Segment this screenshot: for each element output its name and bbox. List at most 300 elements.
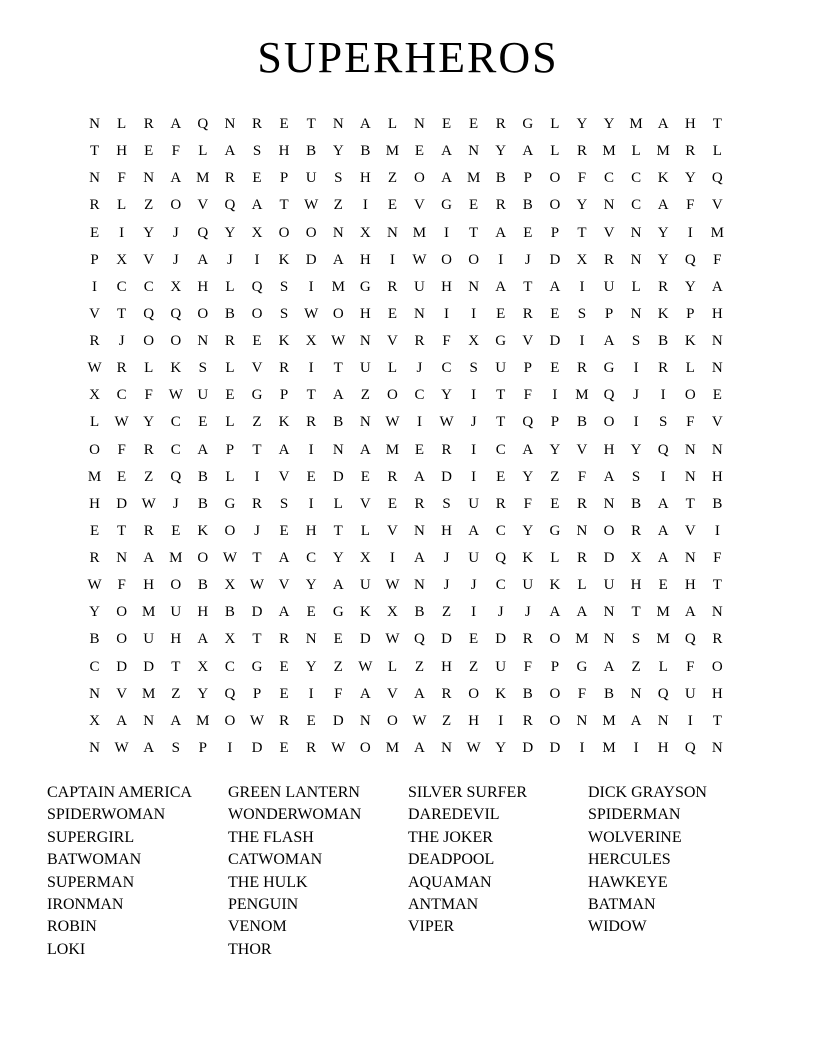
grid-letter: S [252, 143, 262, 160]
grid-letter: R [576, 550, 587, 567]
word-list-item: THE HULK [228, 873, 308, 891]
grid-letter: U [170, 604, 182, 621]
grid-letter: V [576, 441, 588, 458]
grid-letter: Q [170, 305, 182, 322]
grid-letter: Z [144, 197, 154, 214]
grid-letter: P [279, 387, 289, 404]
grid-letter: E [414, 143, 425, 160]
grid-letter: W [87, 577, 102, 594]
grid-letter: N [359, 333, 371, 350]
grid-letter: V [386, 333, 398, 350]
grid-letter: D [332, 468, 344, 485]
grid-letter: W [304, 305, 319, 322]
grid-letter: X [630, 550, 642, 567]
grid-letter: H [711, 685, 723, 702]
grid-letter: E [252, 333, 262, 350]
grid-letter: Z [441, 712, 452, 729]
grid-letter: F [686, 197, 695, 214]
grid-letter: D [441, 468, 452, 485]
grid-letter: B [197, 495, 208, 512]
grid-letter: O [549, 685, 561, 702]
grid-letter: D [251, 739, 263, 756]
grid-letter: L [225, 360, 235, 377]
grid-letter: A [603, 658, 615, 675]
word-list-item: SUPERMAN [47, 873, 135, 891]
grid-letter: W [466, 739, 481, 756]
grid-letter: R [252, 495, 263, 512]
word-list-item: AQUAMAN [408, 873, 492, 891]
grid-letter: J [172, 224, 179, 241]
grid-letter: R [89, 197, 100, 214]
grid-letter: M [331, 278, 345, 295]
grid-letter: N [711, 441, 723, 458]
word-list-item: GREEN LANTERN [228, 784, 360, 801]
grid-letter: A [197, 631, 209, 648]
grid-letter: D [143, 658, 155, 675]
grid-letter: L [225, 414, 235, 431]
grid-letter: O [278, 224, 290, 241]
grid-letter: I [308, 278, 314, 295]
grid-letter: I [389, 550, 395, 567]
grid-letter: F [523, 658, 532, 675]
grid-letter: E [550, 495, 560, 512]
grid-letter: V [386, 522, 398, 539]
grid-letter: U [359, 360, 371, 377]
grid-letter: I [308, 495, 314, 512]
grid-letter: K [522, 550, 534, 567]
grid-letter: I [471, 604, 477, 621]
grid-letter: E [496, 468, 506, 485]
grid-letter: I [471, 387, 477, 404]
grid-letter: J [227, 251, 233, 268]
grid-letter: A [116, 712, 128, 729]
grid-letter: O [332, 305, 344, 322]
grid-letter: I [579, 739, 585, 756]
grid-letter: D [549, 333, 561, 350]
grid-letter: W [412, 251, 427, 268]
grid-letter: W [249, 577, 265, 594]
grid-letter: P [252, 685, 262, 702]
grid-letter: A [657, 197, 669, 214]
grid-letter: R [279, 360, 290, 377]
grid-letter: P [550, 658, 560, 675]
grid-letter: P [279, 170, 289, 187]
grid-letter: A [197, 251, 209, 268]
grid-letter: N [143, 170, 155, 187]
grid-letter: M [575, 631, 589, 648]
word-list-item: ROBIN [47, 918, 97, 936]
grid-letter: F [577, 170, 587, 187]
grid-letter: A [170, 170, 182, 187]
grid-letter: R [685, 143, 696, 160]
grid-letter: A [359, 441, 371, 458]
grid-letter: N [603, 631, 615, 648]
grid-letter: L [333, 495, 343, 512]
grid-letter: H [468, 712, 480, 729]
grid-letter: N [116, 550, 128, 567]
grid-letter: D [359, 631, 371, 648]
grid-letter: D [441, 631, 452, 648]
grid-letter: F [117, 170, 126, 187]
grid-letter: A [549, 278, 561, 295]
grid-letter: L [117, 116, 127, 133]
grid-letter: U [143, 631, 155, 648]
grid-letter: W [222, 550, 238, 567]
grid-letter: E [387, 495, 397, 512]
grid-letter: A [224, 143, 236, 160]
grid-letter: L [577, 577, 587, 594]
grid-letter: D [495, 631, 507, 648]
grid-letter: F [117, 577, 126, 594]
grid-letter: L [117, 197, 127, 214]
grid-letter: K [278, 414, 290, 431]
grid-letter: N [603, 495, 615, 512]
grid-letter: O [684, 387, 696, 404]
grid-letter: H [278, 143, 290, 160]
grid-letter: K [684, 333, 696, 350]
grid-letter: O [549, 197, 561, 214]
grid-letter: S [279, 495, 289, 512]
grid-letter: X [224, 631, 236, 648]
grid-letter: I [119, 224, 125, 241]
grid-letter: N [576, 712, 588, 729]
grid-letter: M [602, 143, 616, 160]
grid-letter: F [686, 658, 695, 675]
grid-letter: J [172, 251, 179, 268]
grid-letter: X [576, 251, 588, 268]
grid-letter: X [359, 550, 371, 567]
grid-letter: A [657, 522, 669, 539]
grid-letter: G [251, 387, 263, 404]
grid-letter: T [712, 712, 722, 729]
grid-letter: M [385, 441, 400, 458]
grid-letter: I [498, 712, 504, 729]
grid-letter: E [306, 604, 316, 621]
grid-letter: Y [603, 116, 615, 133]
grid-letter: O [359, 739, 371, 756]
grid-letter: W [304, 197, 319, 214]
grid-letter: F [577, 685, 587, 702]
grid-letter: C [495, 577, 506, 594]
grid-letter: N [468, 143, 480, 160]
grid-letter: W [114, 739, 129, 756]
word-list-item: HAWKEYE [588, 873, 668, 891]
grid-letter: R [306, 739, 317, 756]
grid-letter: Q [224, 197, 236, 214]
grid-letter: R [279, 712, 290, 729]
grid-letter: G [522, 116, 534, 133]
grid-letter: H [711, 305, 723, 322]
grid-letter: G [495, 333, 507, 350]
grid-letter: E [279, 739, 289, 756]
grid-letter: R [143, 522, 154, 539]
grid-letter: F [577, 468, 587, 485]
grid-letter: C [170, 414, 181, 431]
grid-letter: N [630, 685, 642, 702]
grid-letter: H [116, 143, 128, 160]
grid-letter: B [522, 197, 533, 214]
grid-letter: O [116, 604, 128, 621]
grid-letter: A [576, 604, 588, 621]
grid-letter: R [143, 441, 154, 458]
grid-letter: Q [170, 468, 182, 485]
word-list-item: BATWOMAN [47, 851, 142, 869]
grid-letter: W [412, 712, 427, 729]
grid-letter: C [604, 170, 615, 187]
grid-letter: Y [684, 170, 696, 187]
grid-letter: U [684, 685, 696, 702]
grid-letter: W [168, 387, 183, 404]
grid-letter: Z [414, 658, 425, 675]
grid-letter: O [197, 305, 209, 322]
grid-letter: B [197, 468, 208, 485]
grid-letter: M [602, 712, 616, 729]
grid-letter: C [495, 522, 506, 539]
grid-letter: F [713, 550, 722, 567]
grid-letter: H [197, 278, 209, 295]
grid-letter: H [711, 468, 723, 485]
grid-letter: L [89, 414, 100, 431]
grid-letter: A [143, 550, 155, 567]
word-list-column [228, 782, 361, 961]
grid-letter: R [495, 197, 506, 214]
grid-letter: L [387, 360, 397, 377]
grid-letter: G [359, 278, 371, 295]
grid-letter: I [254, 251, 260, 268]
grid-letter: O [603, 414, 615, 431]
grid-letter: J [470, 577, 477, 594]
grid-letter: S [198, 360, 208, 377]
grid-letter: E [658, 577, 668, 594]
word-list-item: IRONMAN [47, 896, 124, 914]
grid-letter: H [441, 522, 452, 539]
grid-letter: N [684, 468, 696, 485]
grid-letter: O [143, 333, 155, 350]
grid-letter: E [144, 143, 154, 160]
grid-letter: O [468, 685, 480, 702]
grid-letter: L [685, 360, 695, 377]
grid-letter: E [523, 224, 533, 241]
grid-letter: A [332, 577, 344, 594]
grid-letter: C [116, 278, 127, 295]
grid-letter: M [385, 143, 400, 160]
grid-letter: R [522, 631, 533, 648]
grid-letter: R [414, 333, 425, 350]
grid-letter: Y [495, 143, 507, 160]
grid-letter: I [471, 305, 477, 322]
grid-letter: I [444, 305, 450, 322]
grid-letter: X [197, 658, 209, 675]
word-list-item: SUPERGIRL [47, 828, 135, 846]
grid-letter: N [576, 522, 588, 539]
grid-letter: H [657, 739, 669, 756]
grid-letter: R [522, 305, 533, 322]
grid-letter: L [387, 116, 397, 133]
grid-letter: A [170, 712, 182, 729]
grid-letter: C [224, 658, 235, 675]
grid-letter: I [633, 360, 639, 377]
grid-letter: S [631, 468, 641, 485]
grid-letter: P [225, 441, 235, 458]
grid-letter: S [631, 631, 641, 648]
grid-letter: I [227, 739, 233, 756]
word-list-item: DEADPOOL [408, 851, 495, 869]
grid-letter: Q [684, 251, 696, 268]
grid-letter: B [224, 305, 235, 322]
grid-letter: I [416, 414, 422, 431]
grid-letter: H [359, 251, 371, 268]
grid-letter: I [552, 387, 558, 404]
grid-letter: Q [684, 739, 696, 756]
grid-letter: B [197, 577, 208, 594]
grid-letter: Z [387, 170, 397, 187]
word-list-item: SPIDERWOMAN [47, 806, 166, 824]
grid-letter: W [87, 360, 102, 377]
grid-letter: A [278, 550, 290, 567]
grid-letter: Z [333, 197, 343, 214]
grid-letter: E [279, 658, 289, 675]
grid-letter: O [414, 170, 425, 187]
grid-letter: F [171, 143, 180, 160]
grid-letter: T [496, 414, 506, 431]
grid-letter: E [89, 224, 100, 241]
grid-letter: E [333, 631, 343, 648]
grid-letter: A [170, 116, 182, 133]
grid-letter: W [439, 414, 454, 431]
grid-letter: F [442, 333, 451, 350]
grid-letter: X [468, 333, 480, 350]
grid-letter: E [306, 468, 316, 485]
grid-letter: R [387, 278, 398, 295]
grid-letter: C [441, 360, 452, 377]
grid-letter: G [549, 522, 561, 539]
grid-letter: N [630, 224, 642, 241]
word-list-item: PENGUIN [228, 896, 299, 914]
word-list-item: VENOM [228, 918, 287, 936]
grid-letter: X [170, 278, 182, 295]
grid-letter: V [278, 468, 290, 485]
grid-letter: N [711, 604, 723, 621]
grid-letter: M [629, 116, 643, 133]
grid-letter: E [469, 116, 479, 133]
grid-letter: C [170, 441, 181, 458]
grid-letter: Y [89, 604, 100, 621]
grid-letter: L [631, 278, 641, 295]
grid-letter: Y [441, 387, 452, 404]
grid-letter: K [197, 522, 209, 539]
grid-letter: Z [144, 468, 154, 485]
grid-letter: T [712, 116, 722, 133]
grid-letter: V [251, 360, 263, 377]
grid-letter: T [469, 224, 479, 241]
grid-letter: O [197, 550, 209, 567]
grid-letter: R [631, 522, 642, 539]
grid-letter: J [118, 333, 125, 350]
grid-letter: M [412, 224, 427, 241]
grid-letter: A [251, 197, 263, 214]
grid-letter: A [522, 441, 534, 458]
grid-letter: A [278, 441, 290, 458]
grid-letter: B [712, 495, 723, 512]
grid-letter: F [523, 387, 532, 404]
grid-letter: V [386, 685, 398, 702]
grid-letter: U [468, 550, 480, 567]
grid-letter: C [631, 197, 642, 214]
grid-letter: A [197, 441, 209, 458]
grid-letter: P [686, 305, 695, 322]
grid-letter: H [603, 441, 615, 458]
grid-letter: D [251, 604, 263, 621]
word-list-item: WOLVERINE [588, 828, 682, 846]
grid-letter: O [170, 197, 182, 214]
grid-letter: B [360, 143, 371, 160]
grid-letter: H [170, 631, 182, 648]
grid-letter: R [712, 631, 723, 648]
grid-letter: M [142, 604, 156, 621]
grid-letter: X [386, 604, 398, 621]
grid-letter: V [278, 577, 290, 594]
grid-letter: A [441, 143, 452, 160]
grid-letter: D [305, 251, 317, 268]
grid-letter: O [224, 712, 236, 729]
grid-letter: I [660, 468, 666, 485]
grid-letter: A [359, 116, 371, 133]
word-list-item: SILVER SURFER [408, 784, 527, 801]
grid-letter: P [523, 360, 532, 377]
grid-letter: J [254, 522, 260, 539]
grid-letter: N [711, 333, 723, 350]
grid-letter: R [576, 360, 587, 377]
grid-letter: S [279, 278, 289, 295]
grid-letter: A [603, 333, 615, 350]
grid-letter: V [197, 197, 209, 214]
grid-letter: I [444, 224, 450, 241]
grid-letter: Z [252, 414, 262, 431]
grid-letter: H [441, 278, 452, 295]
grid-letter: U [495, 658, 507, 675]
grid-letter: Y [576, 197, 588, 214]
grid-letter: Y [143, 414, 155, 431]
grid-letter: X [359, 224, 371, 241]
grid-letter: M [710, 224, 724, 241]
grid-letter: A [332, 387, 344, 404]
grid-letter: V [711, 197, 723, 214]
grid-letter: R [495, 495, 506, 512]
grid-letter: R [89, 550, 100, 567]
grid-letter: L [712, 143, 722, 160]
letter-grid [81, 111, 731, 762]
grid-letter: D [603, 550, 615, 567]
grid-letter: A [414, 550, 425, 567]
grid-letter: O [549, 631, 561, 648]
grid-letter: N [468, 278, 480, 295]
grid-letter: E [387, 197, 397, 214]
grid-letter: R [224, 333, 235, 350]
grid-letter: T [685, 495, 695, 512]
grid-letter: L [360, 522, 370, 539]
grid-letter: O [468, 251, 480, 268]
grid-letter: A [468, 522, 480, 539]
grid-letter: E [225, 387, 235, 404]
grid-letter: H [359, 305, 371, 322]
grid-letter: W [358, 658, 373, 675]
grid-letter: O [711, 658, 723, 675]
grid-letter: D [549, 739, 561, 756]
grid-letter: N [684, 550, 696, 567]
grid-letter: C [89, 658, 100, 675]
grid-letter: Y [576, 116, 588, 133]
grid-letter: D [549, 251, 561, 268]
